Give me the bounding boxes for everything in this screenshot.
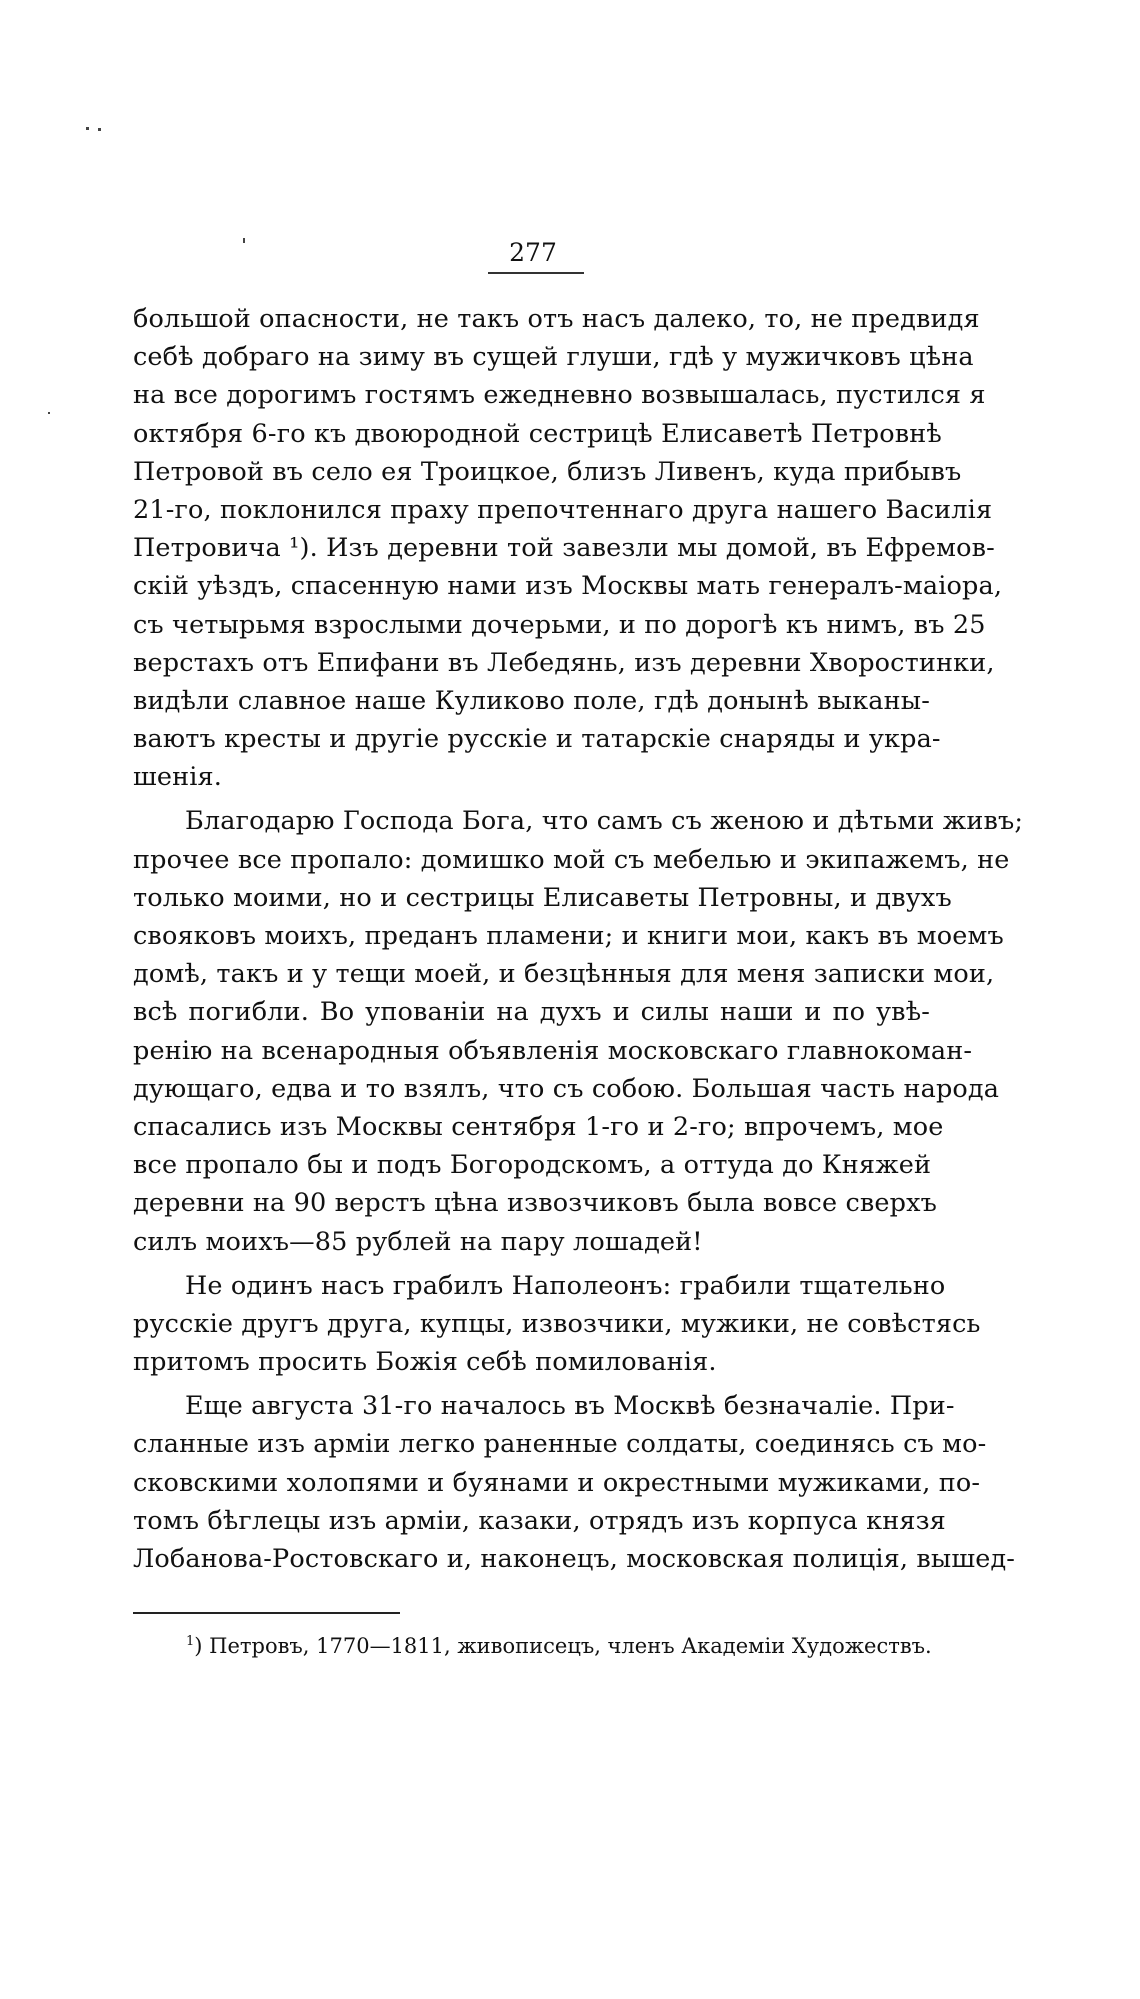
text-line: всѣ погибли. Во упованіи на духъ и силы наши и по увѣ- (133, 997, 930, 1028)
text-line: октября 6-го къ двоюродной сестрицѣ Елисаветѣ Петровнѣ (133, 418, 942, 449)
text-line: Благодарю Господа Бога, что самъ съ женою и дѣтьми живъ; (185, 806, 1024, 837)
text-line: ваютъ кресты и другіе русскіе и татарскіе снаряды и укра- (133, 724, 941, 755)
text-line: только моими, но и сестрицы Елисаветы Петровны, и двухъ (133, 882, 952, 913)
text-line: спасались изъ Москвы сентября 1-го и 2-го; впрочемъ, мое (133, 1111, 944, 1142)
text-line: притомъ просить Божія себѣ помилованія. (133, 1347, 717, 1378)
text-line: ренію на всенародныя объявленія московскаго главнокоман- (133, 1035, 973, 1066)
text-line: силъ моихъ—85 рублей на пару лошадей! (133, 1226, 703, 1257)
text-line: Еще августа 31-го началось въ Москвѣ безначаліе. При- (185, 1391, 955, 1422)
text-line: верстахъ отъ Епифани въ Лебедянь, изъ деревни Хворостинки, (133, 647, 995, 678)
page-number: 277 (509, 238, 557, 267)
text-line: скій уѣздъ, спасенную нами изъ Москвы мать генералъ-маіора, (133, 571, 1003, 602)
text-line: дующаго, едва и то взялъ, что съ собою. Большая часть народа (133, 1073, 1000, 1104)
text-line: томъ бѣглецы изъ арміи, казаки, отрядъ изъ корпуса князя (133, 1505, 946, 1536)
text-line: себѣ добраго на зиму въ сущей глуши, гдѣ у мужичковъ цѣна (133, 342, 974, 373)
text-line: свояковъ моихъ, преданъ пламени; и книги мои, какъ въ моемъ (133, 921, 1004, 951)
text-line: съ четырьмя взрослыми дочерьми, и по дорогѣ къ нимъ, въ 25 (133, 609, 986, 640)
text-line: русскіе другъ друга, купцы, извозчики, мужики, не совѣстясь (133, 1308, 981, 1339)
text-line: сланные изъ арміи легко раненные солдаты, соединясь съ мо- (133, 1429, 987, 1460)
footnote-rule (133, 1612, 400, 1614)
scan-speck (86, 127, 89, 130)
scan-speck (98, 128, 101, 131)
text-line: на все дорогимъ гостямъ ежедневно возвышалась, пустился я (133, 380, 986, 411)
paragraph (133, 802, 1024, 1260)
paragraph (133, 1387, 1016, 1578)
text-line: сковскими холопями и буянами и окрестными мужиками, по- (133, 1467, 981, 1498)
body-text (133, 300, 1024, 1578)
paragraph (133, 300, 1003, 796)
text-line: деревни на 90 верстъ цѣна извозчиковъ была вовсе сверхъ (133, 1188, 938, 1219)
text-line: Петровой въ село ея Троицкое, близъ Ливенъ, куда прибывъ (133, 456, 962, 487)
text-line: 21-го, поклонился праху препочтеннаго друга нашего Василія (133, 494, 993, 525)
footnote-text: ) Петровъ, 1770—1811, живописецъ, членъ Академіи Художествъ. (194, 1634, 932, 1658)
text-line: Петровича ¹). Изъ деревни той завезли мы домой, въ Ефремов- (133, 533, 995, 564)
scan-speck (48, 412, 50, 414)
page-number-rule (488, 272, 584, 274)
text-line: прочее все пропало: домишко мой съ мебелью и экипажемъ, не (133, 844, 1010, 875)
text-line: шенія. (133, 762, 223, 793)
text-line: домѣ, такъ и у тещи моей, и безцѣнныя для меня записки мои, (133, 959, 995, 990)
footnote (186, 1634, 932, 1658)
text-line: большой опасности, не такъ отъ насъ далеко, то, не предвидя (133, 304, 980, 334)
text-line: Лобанова-Ростовскаго и, наконецъ, московская полиція, вышед- (133, 1544, 1016, 1574)
text-line: Не одинъ насъ грабилъ Наполеонъ: грабили тщательно (185, 1270, 946, 1301)
paragraph (133, 1267, 981, 1382)
footnote-marker: 1 (186, 1634, 195, 1649)
text-line: видѣли славное наше Куликово поле, гдѣ донынѣ выканы- (133, 685, 930, 716)
text-line: все пропало бы и подъ Богородскомъ, а оттуда до Княжей (133, 1150, 932, 1181)
